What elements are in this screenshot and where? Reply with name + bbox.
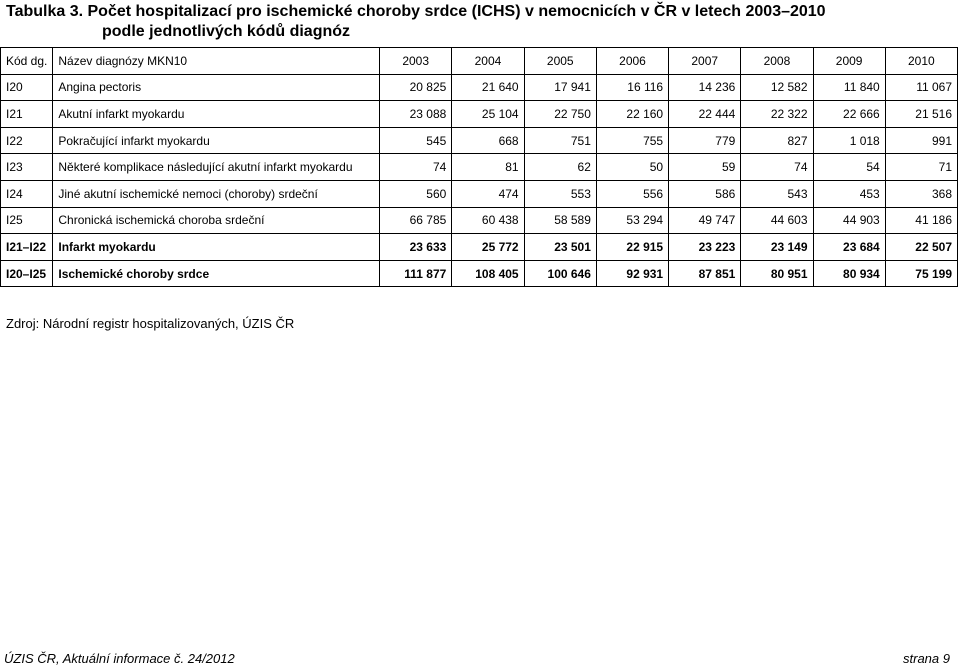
source-note: Zdroj: Národní registr hospitalizovaných, ÚZIS ČR bbox=[6, 316, 295, 331]
table-row bbox=[1, 74, 958, 101]
value-cell: 25 772 bbox=[452, 234, 524, 261]
value-cell: 368 bbox=[885, 180, 957, 207]
value-cell: 87 851 bbox=[669, 260, 741, 287]
diagnosis-code: I20 bbox=[1, 74, 53, 101]
value-cell: 23 501 bbox=[524, 234, 596, 261]
footer-page-number: strana 9 bbox=[903, 651, 950, 666]
value-cell: 22 666 bbox=[813, 101, 885, 128]
header-code: Kód dg. bbox=[1, 48, 53, 75]
table-row bbox=[1, 154, 958, 181]
value-cell: 560 bbox=[380, 180, 452, 207]
table-title bbox=[6, 2, 946, 42]
value-cell: 21 516 bbox=[885, 101, 957, 128]
value-cell: 108 405 bbox=[452, 260, 524, 287]
hospitalization-table bbox=[0, 47, 958, 287]
table-row bbox=[1, 207, 958, 234]
table-row bbox=[1, 180, 958, 207]
value-cell: 12 582 bbox=[741, 74, 813, 101]
diagnosis-code: I25 bbox=[1, 207, 53, 234]
value-cell: 49 747 bbox=[669, 207, 741, 234]
header-year: 2006 bbox=[596, 48, 668, 75]
value-cell: 74 bbox=[741, 154, 813, 181]
value-cell: 75 199 bbox=[885, 260, 957, 287]
value-cell: 553 bbox=[524, 180, 596, 207]
header-year: 2005 bbox=[524, 48, 596, 75]
value-cell: 71 bbox=[885, 154, 957, 181]
diagnosis-code: I21–I22 bbox=[1, 234, 53, 261]
diagnosis-name: Infarkt myokardu bbox=[53, 234, 380, 261]
table-row bbox=[1, 234, 958, 261]
value-cell: 59 bbox=[669, 154, 741, 181]
table-row bbox=[1, 260, 958, 287]
value-cell: 54 bbox=[813, 154, 885, 181]
value-cell: 23 149 bbox=[741, 234, 813, 261]
value-cell: 23 633 bbox=[380, 234, 452, 261]
value-cell: 81 bbox=[452, 154, 524, 181]
diagnosis-code: I24 bbox=[1, 180, 53, 207]
value-cell: 80 934 bbox=[813, 260, 885, 287]
value-cell: 60 438 bbox=[452, 207, 524, 234]
header-year: 2009 bbox=[813, 48, 885, 75]
value-cell: 23 684 bbox=[813, 234, 885, 261]
value-cell: 58 589 bbox=[524, 207, 596, 234]
diagnosis-name: Akutní infarkt myokardu bbox=[53, 101, 380, 128]
value-cell: 100 646 bbox=[524, 260, 596, 287]
value-cell: 22 444 bbox=[669, 101, 741, 128]
value-cell: 545 bbox=[380, 127, 452, 154]
value-cell: 44 903 bbox=[813, 207, 885, 234]
title-line-1: Tabulka 3. Počet hospitalizací pro ischemické choroby srdce (ICHS) v nemocnicích v ČR v letech 2003–2010 bbox=[6, 3, 826, 20]
value-cell: 92 931 bbox=[596, 260, 668, 287]
header-year: 2007 bbox=[669, 48, 741, 75]
diagnosis-name: Některé komplikace následující akutní infarkt myokardu bbox=[53, 154, 380, 181]
value-cell: 453 bbox=[813, 180, 885, 207]
value-cell: 14 236 bbox=[669, 74, 741, 101]
value-cell: 80 951 bbox=[741, 260, 813, 287]
value-cell: 543 bbox=[741, 180, 813, 207]
diagnosis-code: I22 bbox=[1, 127, 53, 154]
diagnosis-code: I21 bbox=[1, 101, 53, 128]
diagnosis-name: Chronická ischemická choroba srdeční bbox=[53, 207, 380, 234]
value-cell: 20 825 bbox=[380, 74, 452, 101]
value-cell: 16 116 bbox=[596, 74, 668, 101]
value-cell: 755 bbox=[596, 127, 668, 154]
header-year: 2004 bbox=[452, 48, 524, 75]
value-cell: 44 603 bbox=[741, 207, 813, 234]
value-cell: 74 bbox=[380, 154, 452, 181]
diagnosis-name: Pokračující infarkt myokardu bbox=[53, 127, 380, 154]
value-cell: 668 bbox=[452, 127, 524, 154]
value-cell: 779 bbox=[669, 127, 741, 154]
value-cell: 22 160 bbox=[596, 101, 668, 128]
title-line-2: podle jednotlivých kódů diagnóz bbox=[102, 23, 351, 40]
value-cell: 586 bbox=[669, 180, 741, 207]
value-cell: 66 785 bbox=[380, 207, 452, 234]
value-cell: 25 104 bbox=[452, 101, 524, 128]
value-cell: 50 bbox=[596, 154, 668, 181]
table-row bbox=[1, 127, 958, 154]
value-cell: 11 840 bbox=[813, 74, 885, 101]
value-cell: 41 186 bbox=[885, 207, 957, 234]
value-cell: 22 750 bbox=[524, 101, 596, 128]
footer-publication: ÚZIS ČR, Aktuální informace č. 24/2012 bbox=[4, 651, 235, 666]
value-cell: 17 941 bbox=[524, 74, 596, 101]
value-cell: 22 915 bbox=[596, 234, 668, 261]
value-cell: 23 088 bbox=[380, 101, 452, 128]
value-cell: 111 877 bbox=[380, 260, 452, 287]
value-cell: 62 bbox=[524, 154, 596, 181]
value-cell: 53 294 bbox=[596, 207, 668, 234]
value-cell: 556 bbox=[596, 180, 668, 207]
value-cell: 23 223 bbox=[669, 234, 741, 261]
header-row bbox=[1, 48, 958, 75]
diagnosis-name: Jiné akutní ischemické nemoci (choroby) srdeční bbox=[53, 180, 380, 207]
value-cell: 751 bbox=[524, 127, 596, 154]
value-cell: 22 507 bbox=[885, 234, 957, 261]
diagnosis-name: Ischemické choroby srdce bbox=[53, 260, 380, 287]
diagnosis-name: Angina pectoris bbox=[53, 74, 380, 101]
diagnosis-code: I20–I25 bbox=[1, 260, 53, 287]
diagnosis-code: I23 bbox=[1, 154, 53, 181]
value-cell: 991 bbox=[885, 127, 957, 154]
value-cell: 11 067 bbox=[885, 74, 957, 101]
header-name: Název diagnózy MKN10 bbox=[53, 48, 380, 75]
value-cell: 1 018 bbox=[813, 127, 885, 154]
value-cell: 22 322 bbox=[741, 101, 813, 128]
value-cell: 21 640 bbox=[452, 74, 524, 101]
header-year: 2003 bbox=[380, 48, 452, 75]
value-cell: 827 bbox=[741, 127, 813, 154]
header-year: 2010 bbox=[885, 48, 957, 75]
value-cell: 474 bbox=[452, 180, 524, 207]
header-year: 2008 bbox=[741, 48, 813, 75]
table-row bbox=[1, 101, 958, 128]
